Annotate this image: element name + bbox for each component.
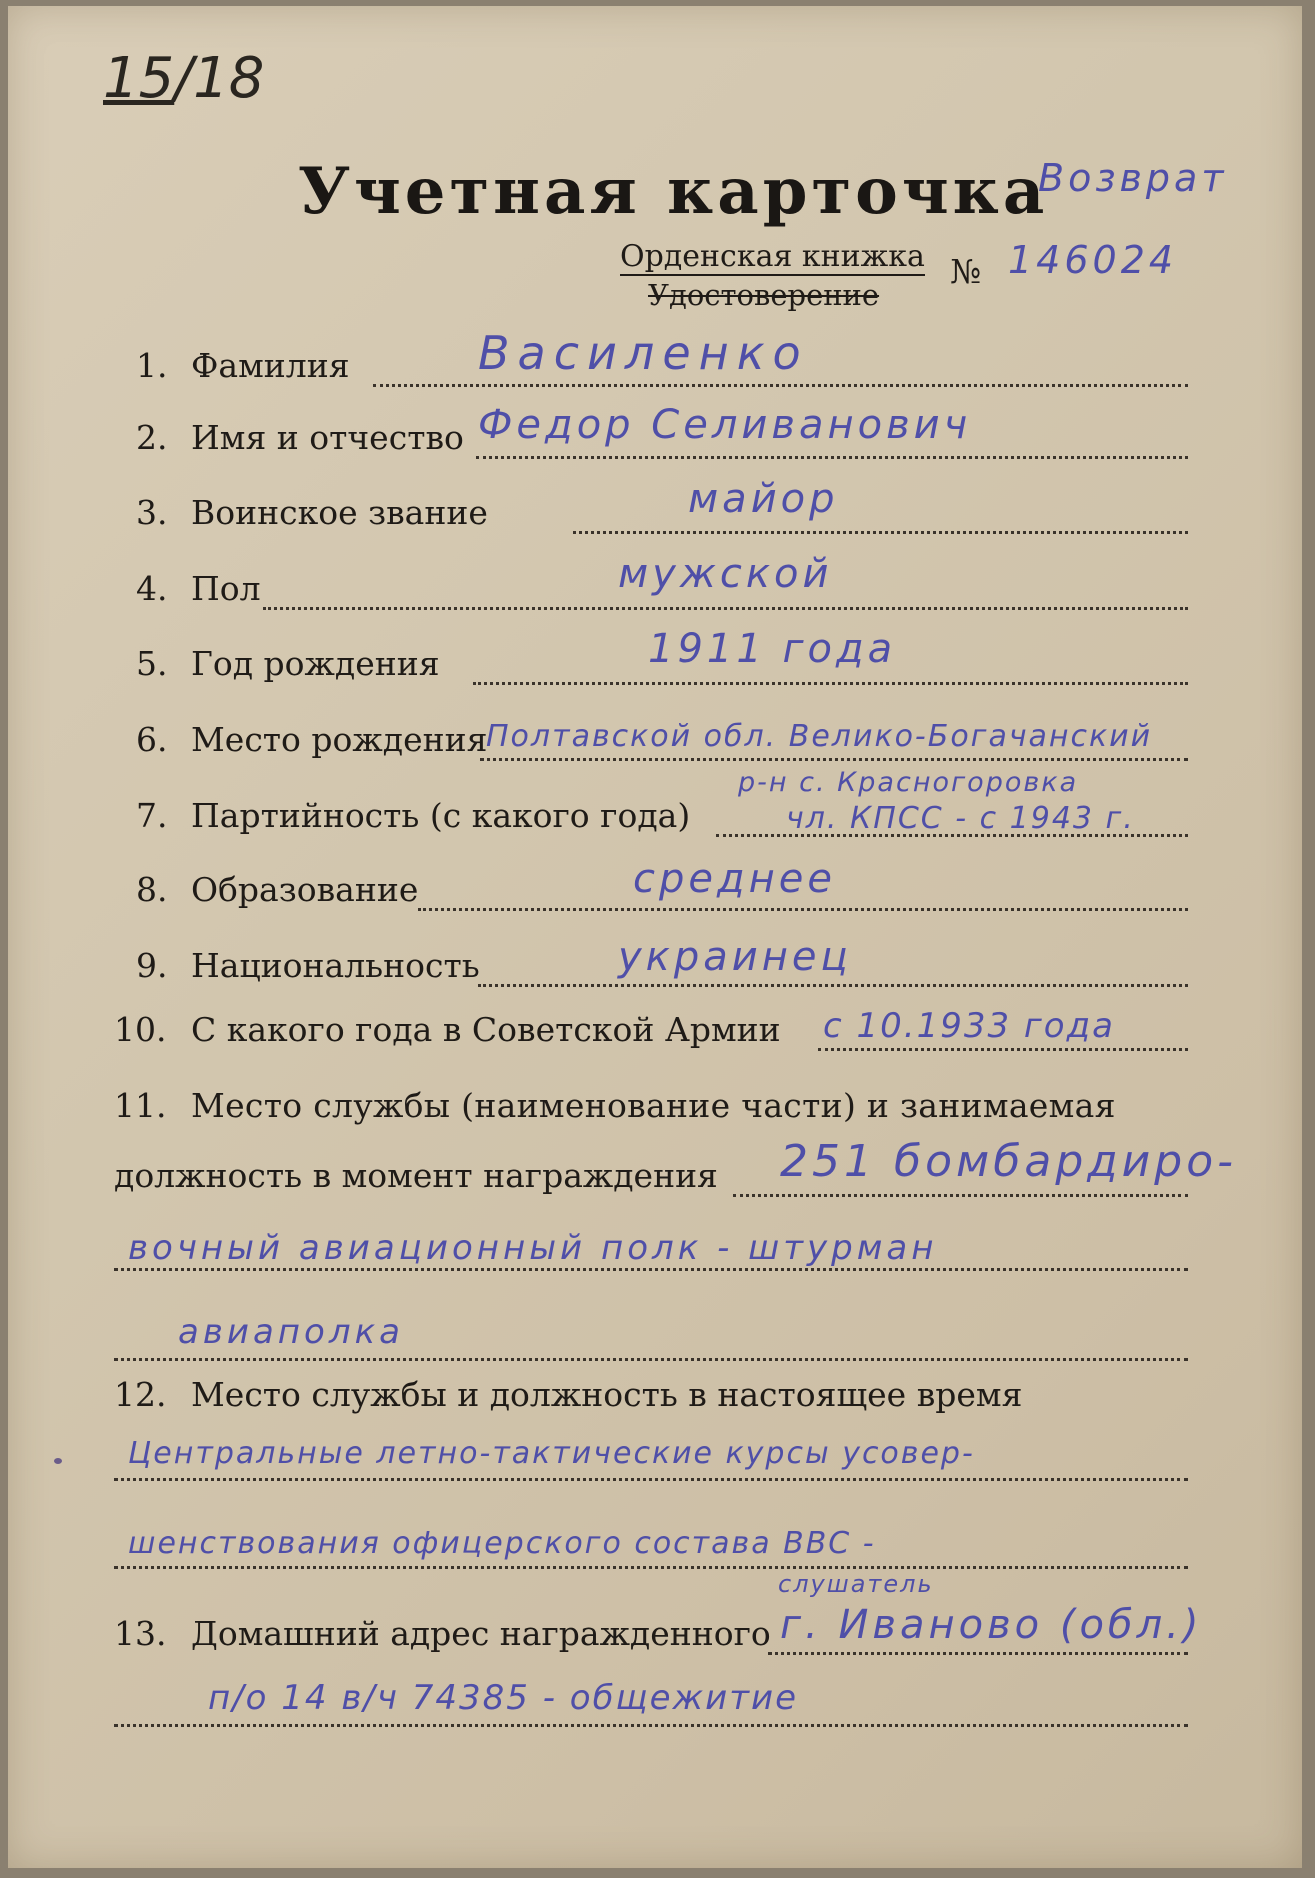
- field-11-line-3: [114, 1358, 1188, 1361]
- field-11-label: Место службы (наименование части) и занимаемая: [191, 1086, 1116, 1125]
- field-11-label-line2: должность в момент награждения: [114, 1156, 718, 1195]
- field-12-line-2: [114, 1566, 1188, 1569]
- booklet-label: Орденская книжка: [620, 239, 925, 274]
- record-card: [8, 6, 1302, 1868]
- field-5-value: 1911 года: [648, 626, 897, 672]
- field-11-line: [733, 1194, 1188, 1197]
- field-10-line: [818, 1048, 1188, 1051]
- corner-note: 15/18: [103, 46, 265, 111]
- field-1-label: Фамилия: [191, 346, 350, 385]
- field-8-number: 8.: [136, 870, 168, 909]
- field-2-value: Федор Селиванович: [478, 402, 972, 448]
- field-5-label: Год рождения: [191, 644, 440, 683]
- field-13-value: г. Иваново (обл.): [780, 1602, 1203, 1648]
- field-6-label: Место рождения: [191, 720, 488, 759]
- field-12-label: Место службы и должность в настоящее время: [191, 1375, 1023, 1414]
- field-13-label: Домашний адрес награжденного: [191, 1614, 771, 1653]
- field-8-line: [418, 908, 1188, 911]
- field-10-number: 10.: [114, 1010, 167, 1049]
- field-2-label: Имя и отчество: [191, 418, 464, 457]
- ink-dot: [54, 1458, 62, 1464]
- field-9-value: украинец: [618, 934, 852, 980]
- field-3-label: Воинское звание: [191, 493, 488, 532]
- field-12-value-line2: шенствования офицерского состава ВВС -: [128, 1526, 876, 1561]
- field-11-value: 251 бомбардиро-: [780, 1136, 1237, 1187]
- field-13-value-line2: п/о 14 в/ч 74385 - общежитие: [208, 1678, 799, 1718]
- field-6-line: [480, 758, 1188, 761]
- field-6-value-line2: р-н с. Красногоровка: [738, 767, 1079, 798]
- field-13-line-2: [114, 1724, 1188, 1727]
- field-3-number: 3.: [136, 493, 168, 532]
- field-12-line: [114, 1478, 1188, 1481]
- field-10-value: с 10.1933 года: [823, 1006, 1115, 1046]
- field-12-number: 12.: [114, 1375, 167, 1414]
- field-11-value-line3: авиаполка: [178, 1312, 404, 1352]
- field-9-line: [478, 984, 1188, 987]
- field-13-number: 13.: [114, 1614, 167, 1653]
- return-note: Возврат: [1038, 156, 1228, 200]
- field-8-label: Образование: [191, 870, 419, 909]
- field-5-number: 5.: [136, 644, 168, 683]
- field-2-line: [476, 456, 1188, 459]
- field-9-label: Национальность: [191, 946, 480, 985]
- field-4-number: 4.: [136, 569, 168, 608]
- field-3-value: майор: [688, 476, 839, 522]
- field-10-label: С какого года в Советской Армии: [191, 1010, 781, 1049]
- field-5-line: [473, 682, 1188, 685]
- field-3-line: [573, 531, 1188, 534]
- field-7-number: 7.: [136, 796, 168, 835]
- field-11-line-2: [114, 1268, 1188, 1271]
- booklet-number-value: 146024: [1008, 238, 1178, 282]
- field-1-value: Василенко: [478, 326, 809, 380]
- field-6-number: 6.: [136, 720, 168, 759]
- card-title: Учетная карточка: [298, 154, 1049, 229]
- field-4-value: мужской: [618, 551, 833, 597]
- field-2-number: 2.: [136, 418, 168, 457]
- field-11-number: 11.: [114, 1086, 167, 1125]
- field-13-line: [768, 1652, 1188, 1655]
- field-11-value-line2: вочный авиационный полк - штурман: [128, 1228, 938, 1268]
- field-9-number: 9.: [136, 946, 168, 985]
- booklet-number-label: №: [950, 252, 982, 291]
- field-12-value-line3: слушатель: [778, 1570, 934, 1598]
- field-1-number: 1.: [136, 346, 168, 385]
- field-6-value: Полтавской обл. Велико-Богачанский: [486, 719, 1153, 754]
- field-8-value: среднее: [633, 856, 837, 902]
- field-7-value: чл. КПСС - с 1943 г.: [786, 801, 1135, 836]
- field-4-line: [263, 607, 1188, 610]
- field-1-line: [373, 384, 1188, 387]
- struck-certificate-label: Удостоверение: [648, 278, 880, 312]
- field-4-label: Пол: [191, 569, 261, 608]
- field-7-label: Партийность (с какого года): [191, 796, 691, 835]
- field-12-value: Центральные летно-тактические курсы усовер-: [128, 1436, 975, 1471]
